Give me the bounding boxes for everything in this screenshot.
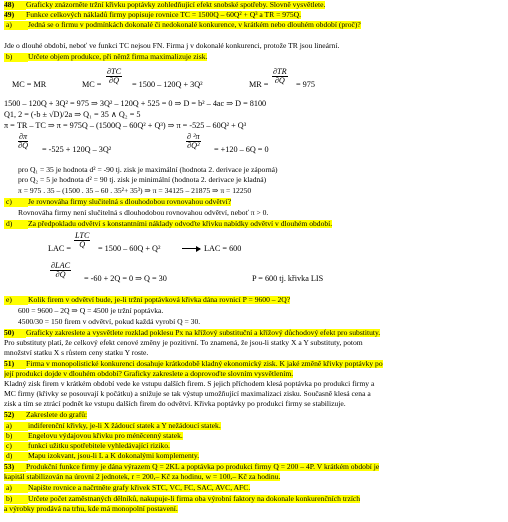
question-53-line: kapitál stabilizován na úrovni 2 jednotek, r = 200,– Kč za hodinu, w = 100,– Kč za hodinu. <box>4 473 281 481</box>
question-text: Zakreslete do grafů: <box>26 411 88 419</box>
question-text: Firma v monopolistické konkurenci dosahuje krátkodobě kladný ekonomický zisk. K jaké změně křivky poptávky po <box>26 360 383 368</box>
subquestion-label: a) <box>4 484 28 493</box>
question-51 <box>4 360 504 369</box>
equation-line: Q1, 2 = (-b ± √D)/2a ⇒ Q₁ = 35 ∧ Q₂ = 5 <box>4 110 141 119</box>
subquestion-label: c) <box>4 198 28 207</box>
mc-rhs: = 1500 – 120Q + 3Q² <box>132 80 203 89</box>
profit-calculation: π = 975 . 35 – (1500 . 35 – 60 . 35²+ 35³) ⇒ π = 34125 – 21875 ⇒ π = 12250 <box>18 187 252 195</box>
subquestion-text: Určete počet zaměstnaných dělníků, nakupuje-li firma oba výrobní faktory na dokonale konkurenčních trzích <box>28 495 361 503</box>
subquestion-label: b) <box>4 53 28 62</box>
subquestion-text: Napište rovnice a načrtněte grafy křivek STC, VC, FC, SAC, AVC, AFC. <box>28 484 251 492</box>
profit-check-5: pro Q₂ = 5 je hodnota d² = 90 tj. zisk je minimální (hodnota 2. derivace je kladná) <box>18 176 267 184</box>
question-48 <box>4 1 504 10</box>
subquestion-label: a) <box>4 422 28 431</box>
profit-first-derivative: $\frac{\partial\pi}{\partial Q}$ <box>18 132 29 151</box>
question-49 <box>4 11 504 20</box>
equation-line: 1500 – 120Q + 3Q² = 975 ⇒ 3Q² – 120Q + 525 = 0 ⇒ D = b² – 4ac ⇒ D = 8100 <box>4 99 267 108</box>
question-51-line: její produkci dojde v dlouhém období? Graficky zakreslete a doprovoďte slovním vysvětlením. <box>4 370 294 378</box>
question-49a <box>4 21 504 41</box>
question-number: 52) <box>4 411 26 420</box>
question-53a <box>4 484 504 493</box>
question-52a <box>4 422 504 431</box>
question-53 <box>4 463 504 472</box>
question-number: 50) <box>4 329 26 338</box>
arrow-icon <box>182 248 200 249</box>
question-52 <box>4 411 504 420</box>
question-50 <box>4 329 504 338</box>
subquestion-text: Jedná se o firmu v podmínkách dokonalé či nedokonalé konkurence, v krátkém nebo dlouhém období (proč)? <box>28 21 361 29</box>
lac-fraction: LTC Q <box>75 231 90 250</box>
subquestion-text: Za předpokladu odvětví s konstantními náklady odvoďte křivku nabídky odvětví v dlouhém období. <box>28 220 333 228</box>
subquestion-text: Určete objem produkce, při němž firma maximalizuje zisk. <box>28 53 208 61</box>
lac-lhs: LAC = <box>48 244 72 253</box>
mc-lhs: MC = <box>82 80 102 89</box>
lis-price: P = 600 tj. křivka LIS <box>252 274 324 283</box>
answer-50-line: Pro substituty platí, že celkový efekt cenové změny je pozitivní. To znamená, že jsou-li statky X a Y substituty, potom <box>4 339 363 347</box>
mc-mr-equation <box>4 68 504 96</box>
answer-51-line: zisk a tím se ztrácí podnět ke vstupu dalších firem do odvětví. Křivka poptávky po produkci firmy se stabilizuje. <box>4 400 346 408</box>
mr-lhs: MR = <box>249 80 269 89</box>
answer-49c: Rovnováha firmy není slučitelná s dlouhodobou rovnovahou odvětví, neboť π > 0. <box>18 209 269 217</box>
lac-derivative: ∂LAC ∂Q <box>51 261 71 280</box>
profit-check-35: pro Q₁ = 35 je hodnota d² = -90 tj. zisk je maximální (hodnota 2. derivace je záporná) <box>18 166 278 174</box>
subquestion-text: Mapu izokvant, jsou-li L a K dokonalými komplementy. <box>28 452 200 460</box>
subquestion-label: d) <box>4 452 28 461</box>
answer-49e-line: 4500/30 = 150 firem v odvětví, pokud každá vyrobí Q = 30. <box>18 318 201 326</box>
equation-line: π = TR – TC ⇒ π = 975Q – (1500Q – 60Q² + Q³) ⇒ π = -525 – 60Q² + Q³ <box>4 121 247 130</box>
first-derivative-rhs: = -525 + 120Q – 3Q² <box>42 145 112 154</box>
mc-derivative: $\frac{\partial TC}{\partial Q}$ <box>107 67 122 86</box>
question-text: Funkce celkových nákladů firmy popisuje rovnice TC = 1500Q – 60Q² + Q³ a TR = 975Q. <box>26 11 302 19</box>
subquestion-text: funkci užitku spotřebitele vyhledávající riziko. <box>28 442 170 450</box>
answer-49e-line: 600 = 9600 – 2Q ⇒ Q = 4500 je tržní poptávka. <box>18 307 164 315</box>
answer-51-line: Kladný zisk firem v krátkém období vede ke vstupu dalších firem. S jejich příchodem klesá poptávka po produkci firmy a <box>4 380 375 388</box>
question-53b-line: a výrobky prodává na trhu, kde má monopolní postavení. <box>4 505 178 513</box>
question-number: 48) <box>4 1 26 10</box>
second-derivative-rhs: = +120 – 6Q = 0 <box>214 145 269 154</box>
lac-derivative-rhs: = -60 + 2Q = 0 ⇒ Q = 30 <box>84 274 167 283</box>
subquestion-label: e) <box>4 296 28 305</box>
lac-minimum: LAC = 600 <box>204 244 242 253</box>
mr-derivative: $\frac{\partial TR}{\partial Q}$ <box>273 67 287 86</box>
subquestion-text: Kolik firem v odvětví bude, je-li tržní poptávková křivka dána rovnicí P = 9600 – 2Q? <box>28 296 291 304</box>
question-text: Graficky zakreslete a vysvětlete rozklad poklesu Px na křížový substituční a křížový důchodový efekt pro substituty. <box>26 329 381 337</box>
question-49d <box>4 220 504 229</box>
subquestion-text: Je rovnováha firmy slučitelná s dlouhodobou rovnovahou odvětví? <box>28 198 232 206</box>
mr-rhs: = 975 <box>296 80 315 89</box>
question-52c <box>4 442 504 451</box>
question-53b <box>4 495 504 504</box>
mc-equals-mr: MC = MR <box>12 80 47 89</box>
answer-50-line: množství statku X s růstem ceny statku Y roste. <box>4 349 149 357</box>
question-52b <box>4 432 504 441</box>
lac-derivation <box>4 232 504 292</box>
question-49c <box>4 198 504 207</box>
question-text: Graficky znázorněte tržní křivku poptávky zohledňující efekt snobské spotřeby. Slovně vysvětlete. <box>26 1 326 9</box>
answer-51-line: MC firmy (křivky se posouvají k počátku) a snižuje se tak výstup umožňující maximalizaci zisku. Současně klesá cena a <box>4 390 371 398</box>
subquestion-label: d) <box>4 220 28 229</box>
subquestion-text: Engelovu výdajovou křivku pro méněcenný statek. <box>28 432 183 440</box>
answer-49a: Jde o dlouhé období, neboť ve funkci TC nejsou FN. Firma j v dokonalé konkurenci, protože TR jsou lineární. <box>4 42 340 50</box>
question-49b <box>4 53 504 62</box>
profit-derivatives <box>4 133 504 163</box>
question-number: 51) <box>4 360 26 369</box>
question-52d <box>4 452 504 461</box>
question-text: Produkční funkce firmy je dána výrazem Q = 2KL a poptávka po produkci firmy Q = 200 – 4P. V krátkém období je <box>26 463 380 471</box>
question-number: 49) <box>4 11 26 20</box>
subquestion-text: indiferenční křivky, je-li X žádoucí statek a Y nežádoucí statek. <box>28 422 221 430</box>
lac-rhs: = 1500 – 60Q + Q² <box>98 244 161 253</box>
subquestion-label: b) <box>4 495 28 504</box>
subquestion-label: a) <box>4 21 28 30</box>
subquestion-label: b) <box>4 432 28 441</box>
profit-second-derivative: $\frac{\text{∂ ²π}}{\text{∂Q²}}$ <box>187 132 200 151</box>
question-49e <box>4 296 504 305</box>
question-number: 53) <box>4 463 26 472</box>
subquestion-label: c) <box>4 442 28 451</box>
